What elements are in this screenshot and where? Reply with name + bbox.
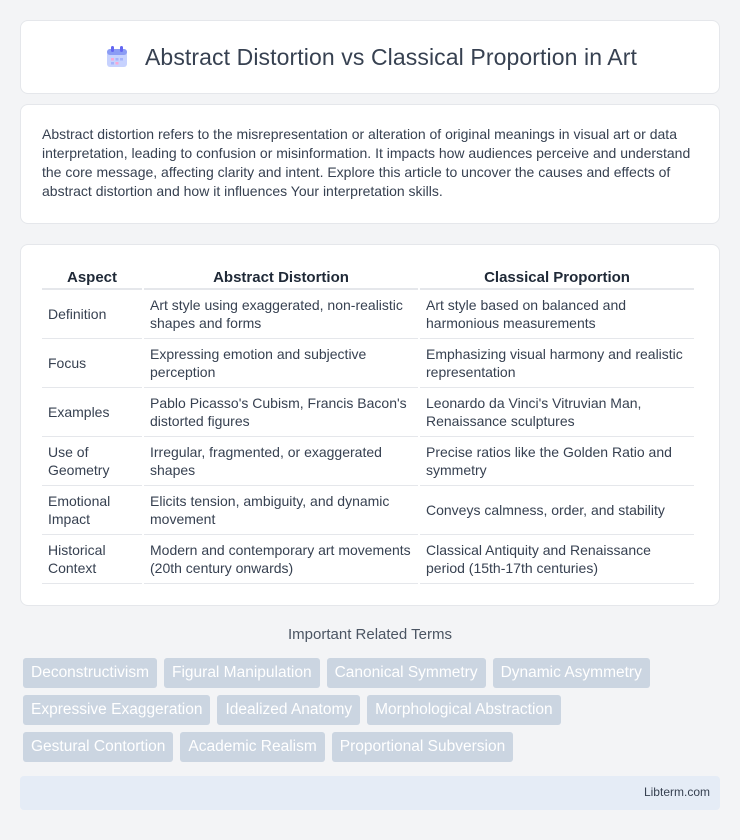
tag-row — [23, 695, 723, 725]
intro-text: Abstract distortion refers to the misrepresentation or alteration of original meanings in visual art or data interpretation, leading to confusion or misinformation. It impacts how audiences perceive and understand the core message, affecting clarity and intent. Explore this article to uncover the causes and effects of abstract distortion and how it influences Your interpretation skills. — [42, 126, 691, 199]
table-row — [42, 436, 694, 485]
row-aspect: Emotional Impact — [42, 485, 142, 534]
table-row — [42, 485, 694, 534]
row-classical: Art style based on balanced and harmonious measurements — [420, 289, 694, 338]
term-tag[interactable]: Expressive Exaggeration — [23, 695, 210, 725]
term-tag[interactable]: Figural Manipulation — [164, 658, 320, 688]
term-tag[interactable]: Morphological Abstraction — [367, 695, 561, 725]
comparison-table-card — [20, 244, 720, 606]
column-header-classical: Classical Proportion — [420, 265, 694, 289]
row-aspect: Use of Geometry — [42, 436, 142, 485]
row-classical: Classical Antiquity and Renaissance period (15th-17th centuries) — [420, 534, 694, 584]
related-terms-title: Important Related Terms — [288, 626, 452, 643]
footer-site-link[interactable]: Libterm.com — [643, 785, 710, 799]
row-classical: Precise ratios like the Golden Ratio and symmetry — [420, 436, 694, 485]
tag-row — [23, 732, 723, 762]
row-classical: Leonardo da Vinci's Vitruvian Man, Renaissance sculptures — [420, 387, 694, 436]
table-row — [42, 387, 694, 436]
row-abstract: Elicits tension, ambiguity, and dynamic movement — [144, 485, 418, 534]
term-tag[interactable]: Canonical Symmetry — [327, 658, 486, 688]
table-row — [42, 338, 694, 387]
table-row — [42, 289, 694, 338]
term-tag[interactable]: Deconstructivism — [23, 658, 157, 688]
footer — [20, 776, 720, 810]
term-tag[interactable]: Proportional Subversion — [332, 732, 513, 762]
term-tag[interactable]: Gestural Contortion — [23, 732, 173, 762]
row-aspect: Focus — [42, 338, 142, 387]
column-header-abstract: Abstract Distortion — [144, 265, 418, 289]
related-terms-list — [23, 658, 723, 769]
page-title: Abstract Distortion vs Classical Proportion in Art — [144, 43, 637, 70]
header-card — [20, 20, 720, 94]
term-tag[interactable]: Idealized Anatomy — [217, 695, 360, 725]
intro-card — [20, 104, 720, 224]
table-header-row — [42, 265, 694, 289]
row-abstract: Irregular, fragmented, or exaggerated shapes — [144, 436, 418, 485]
row-aspect: Examples — [42, 387, 142, 436]
tag-row — [23, 658, 723, 688]
row-classical: Conveys calmness, order, and stability — [420, 485, 694, 534]
column-header-aspect: Aspect — [42, 265, 142, 289]
row-aspect: Definition — [42, 289, 142, 338]
term-tag[interactable]: Academic Realism — [180, 732, 324, 762]
row-abstract: Art style using exaggerated, non-realistic shapes and forms — [144, 289, 418, 338]
row-abstract: Modern and contemporary art movements (20th century onwards) — [144, 534, 418, 584]
row-aspect: Historical Context — [42, 534, 142, 584]
row-abstract: Pablo Picasso's Cubism, Francis Bacon's distorted figures — [144, 387, 418, 436]
calendar-icon — [103, 43, 131, 71]
row-abstract: Expressing emotion and subjective perception — [144, 338, 418, 387]
row-classical: Emphasizing visual harmony and realistic representation — [420, 338, 694, 387]
term-tag[interactable]: Dynamic Asymmetry — [493, 658, 650, 688]
table-row — [42, 534, 694, 584]
comparison-table — [40, 265, 696, 584]
